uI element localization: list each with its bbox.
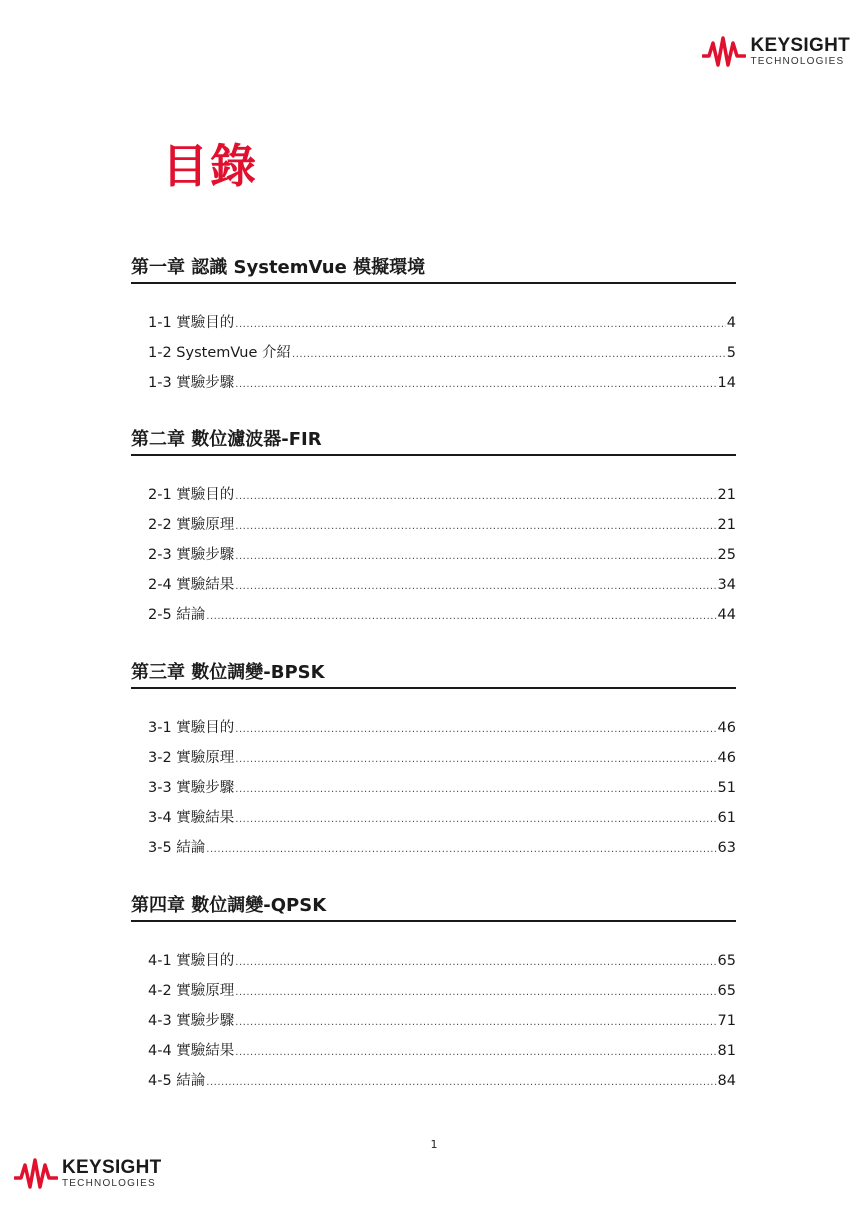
keysight-wave-icon [14,1156,58,1190]
brand-logo-top [702,34,850,68]
entry-label: 3-3 實驗步驟 [148,780,235,796]
toc-entry[interactable] [148,743,736,773]
entry-label: 3-5 結論 [148,840,206,856]
dot-leader [235,482,716,512]
chapter-3 [131,661,736,863]
chapter-heading[interactable]: 第一章 認識 SystemVue 模擬環境 [131,256,736,284]
toc-entry[interactable] [148,368,736,398]
entry-page: 81 [717,1043,736,1059]
toc-entry[interactable] [148,540,736,570]
entry-page: 34 [717,577,736,593]
entry-page: 21 [717,487,736,503]
entry-page: 61 [717,810,736,826]
toc-entry[interactable] [148,600,736,630]
entry-page: 44 [717,607,736,623]
dot-leader [235,978,716,1008]
dot-leader [235,1008,716,1038]
entry-label: 2-4 實驗結果 [148,577,235,593]
chapter-heading[interactable]: 第三章 數位調變-BPSK [131,661,736,689]
dot-leader [235,370,716,400]
page-number: 1 [430,1138,438,1151]
brand-name: KEYSIGHT [62,1156,162,1178]
entry-label: 2-1 實驗目的 [148,487,235,503]
dot-leader [235,948,716,978]
entry-label: 2-3 實驗步驟 [148,547,235,563]
chapter-heading[interactable]: 第二章 數位濾波器-FIR [131,428,736,456]
toc-title: 目錄 [162,139,258,193]
dot-leader [235,805,716,835]
dot-leader [235,775,716,805]
entry-label: 4-3 實驗步驟 [148,1013,235,1029]
brand-sub: TECHNOLOGIES [62,1177,156,1189]
brand-sub: TECHNOLOGIES [750,55,845,67]
dot-leader [206,1068,716,1098]
entry-label: 4-5 結論 [148,1073,206,1089]
entry-label: 1-3 實驗步驟 [148,375,235,391]
entry-label: 4-1 實驗目的 [148,953,235,969]
entry-page: 4 [726,315,736,331]
toc-entry[interactable] [148,773,736,803]
entry-page: 46 [717,750,736,766]
toc-entry[interactable] [148,803,736,833]
toc-entry[interactable] [148,946,736,976]
brand-logo-bottom [14,1156,162,1190]
dot-leader [235,572,716,602]
entry-label: 2-5 結論 [148,607,206,623]
dot-leader [292,340,726,370]
keysight-wave-icon [702,34,746,68]
dot-leader [206,835,716,865]
toc-entry[interactable] [148,338,736,368]
entry-page: 25 [717,547,736,563]
entry-page: 63 [717,840,736,856]
entry-page: 46 [717,720,736,736]
dot-leader [235,512,716,542]
entry-label: 3-1 實驗目的 [148,720,235,736]
entry-page: 84 [717,1073,736,1089]
dot-leader [235,745,716,775]
chapter-4 [131,894,736,1096]
entry-list [131,480,736,630]
entry-label: 2-2 實驗原理 [148,517,235,533]
toc-entry[interactable] [148,480,736,510]
chapter-heading[interactable]: 第四章 數位調變-QPSK [131,894,736,922]
entry-list [131,308,736,398]
dot-leader [235,715,716,745]
entry-page: 5 [726,345,736,361]
entry-label: 1-1 實驗目的 [148,315,235,331]
entry-list [131,946,736,1096]
chapter-1 [131,256,736,398]
dot-leader [206,602,716,632]
entry-page: 21 [717,517,736,533]
entry-page: 71 [717,1013,736,1029]
toc-entry[interactable] [148,976,736,1006]
toc-entry[interactable] [148,510,736,540]
toc-entry[interactable] [148,833,736,863]
entry-list [131,713,736,863]
brand-name: KEYSIGHT [750,34,850,56]
entry-page: 65 [717,953,736,969]
entry-label: 4-2 實驗原理 [148,983,235,999]
toc-entry[interactable] [148,713,736,743]
toc-entry[interactable] [148,570,736,600]
toc-entry[interactable] [148,1066,736,1096]
entry-page: 14 [717,375,736,391]
dot-leader [235,542,716,572]
entry-label: 3-2 實驗原理 [148,750,235,766]
toc-entry[interactable] [148,1006,736,1036]
entry-page: 51 [717,780,736,796]
entry-label: 4-4 實驗結果 [148,1043,235,1059]
entry-label: 1-2 SystemVue 介紹 [148,345,292,361]
dot-leader [235,1038,716,1068]
toc-entry[interactable] [148,308,736,338]
toc-entry[interactable] [148,1036,736,1066]
entry-label: 3-4 實驗結果 [148,810,235,826]
chapter-2 [131,428,736,630]
entry-page: 65 [717,983,736,999]
dot-leader [235,310,725,340]
